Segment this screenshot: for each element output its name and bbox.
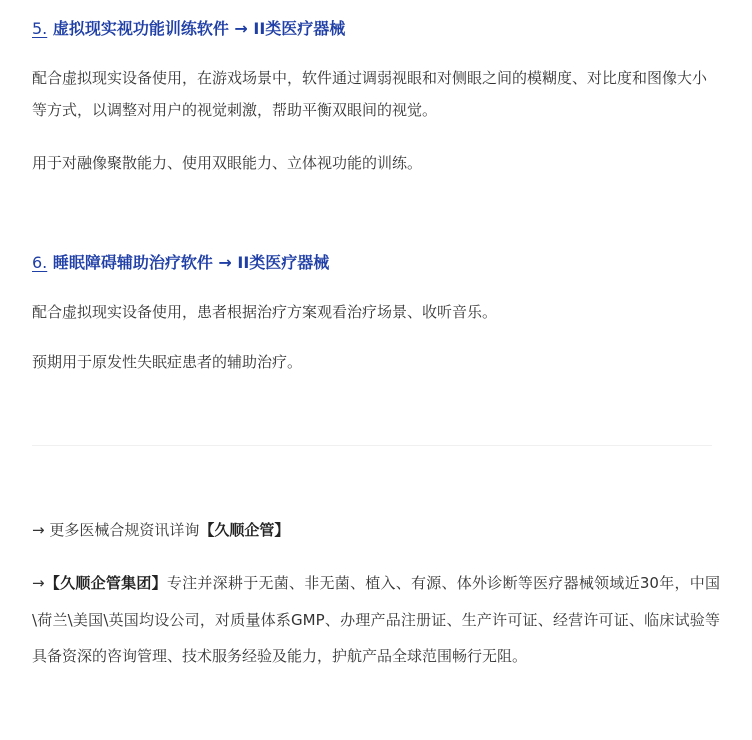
section-6-paragraph-1: 配合虚拟现实设备使用，患者根据治疗方案观看治疗场景、收听音乐。 <box>32 303 498 321</box>
company-name: 【久顺企管集团】 <box>44 574 167 592</box>
company-arrow: → <box>32 574 45 592</box>
section-6-number: 6. <box>32 253 48 272</box>
more-info-line <box>32 518 289 542</box>
section-divider <box>32 445 712 446</box>
company-intro <box>32 565 720 675</box>
section-5-paragraph-1: 配合虚拟现实设备使用，在游戏场景中，软件通过调弱视眼和对侧眼之间的模糊度、对比度和图像大小等方式，以调整对用户的视觉刺激，帮助平衡双眼间的视觉。 <box>32 69 708 119</box>
section-6-title: 睡眠障碍辅助治疗软件 → II类医疗器械 <box>52 253 330 272</box>
section-5-heading <box>32 19 345 39</box>
more-info-text: → 更多医械合规资讯详询 <box>32 521 200 539</box>
section-5-title: 虚拟现实视功能训练软件 → II类医疗器械 <box>52 19 346 38</box>
company-description: 专注并深耕于无菌、非无菌、植入、有源、体外诊断等医疗器械领域近30年，中国\荷兰\美国\英国均设公司，对质量体系GMP、办理产品注册证、生产许可证、经营许可证、临床试验等具备资深的咨询管理、技术服务经验及能力，护航产品全球范围畅行无阻。 <box>32 574 720 665</box>
section-6-heading <box>32 253 329 273</box>
section-6-paragraph-2: 预期用于原发性失眠症患者的辅助治疗。 <box>32 353 303 371</box>
more-info-brand: 【久顺企管】 <box>199 521 290 539</box>
section-5-number: 5. <box>32 19 48 38</box>
section-5-paragraph-2: 用于对融像聚散能力、使用双眼能力、立体视功能的训练。 <box>32 154 423 172</box>
